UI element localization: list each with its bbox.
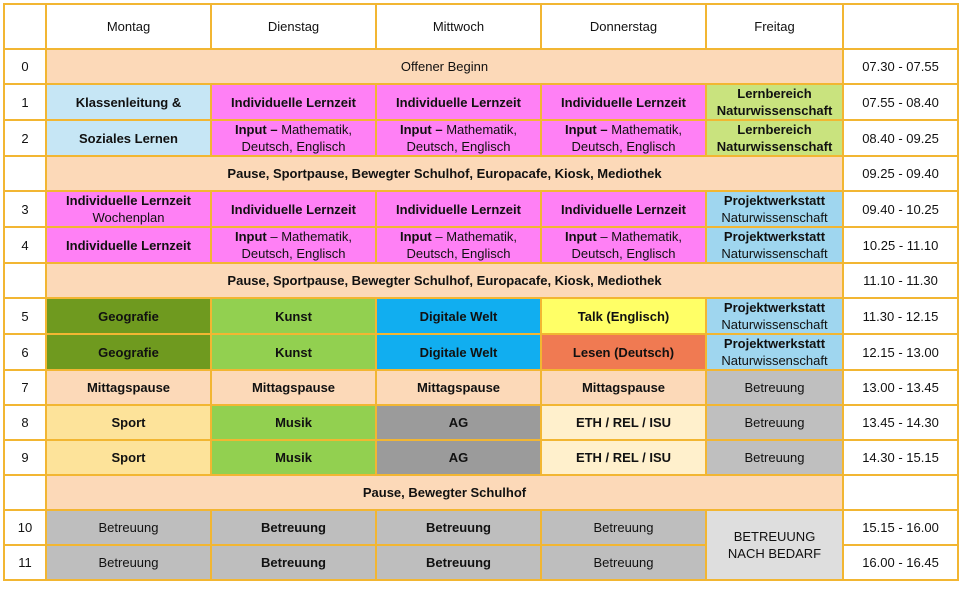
lesson-cell: Sport bbox=[46, 405, 211, 440]
pause-cell: Pause, Bewegter Schulhof bbox=[46, 475, 843, 510]
lesson-cell: Geografie bbox=[46, 334, 211, 370]
lesson-cell bbox=[706, 120, 843, 156]
lesson-cell: Kunst bbox=[211, 334, 376, 370]
time-cell: 11.30 - 12.15 bbox=[843, 298, 958, 334]
pause-row bbox=[4, 263, 958, 298]
lesson-line: NACH BEDARF bbox=[727, 546, 822, 561]
header-day-freitag: Freitag bbox=[706, 4, 843, 49]
time-cell: 16.00 - 16.45 bbox=[843, 545, 958, 580]
lesson-bold: Input bbox=[564, 229, 597, 244]
lesson-line: Deutsch, Englisch bbox=[406, 139, 511, 154]
lesson-cell: Betreuung bbox=[46, 510, 211, 545]
lesson-cell: Betreuung bbox=[706, 370, 843, 405]
lesson-line: Naturwissenschaft bbox=[721, 353, 828, 368]
lesson-bold: Input – bbox=[399, 122, 443, 137]
table-row bbox=[4, 405, 958, 440]
table-row bbox=[4, 370, 958, 405]
header-row bbox=[4, 4, 958, 49]
lesson-line: Naturwissenschaft bbox=[721, 317, 828, 332]
lesson-line: – Mathematik, bbox=[266, 229, 353, 244]
header-day-donnerstag: Donnerstag bbox=[541, 4, 706, 49]
lesson-line: Mathematik, bbox=[607, 122, 683, 137]
time-cell: 12.15 - 13.00 bbox=[843, 334, 958, 370]
header-day-mittwoch: Mittwoch bbox=[376, 4, 541, 49]
lesson-cell: Betreuung bbox=[376, 545, 541, 580]
time-cell: 09.25 - 09.40 bbox=[843, 156, 958, 191]
lesson-line: – Mathematik, bbox=[431, 229, 518, 244]
header-day-dienstag: Dienstag bbox=[211, 4, 376, 49]
lesson-cell: Digitale Welt bbox=[376, 334, 541, 370]
time-cell: 13.00 - 13.45 bbox=[843, 370, 958, 405]
lesson-cell: Kunst bbox=[211, 298, 376, 334]
period-number: 1 bbox=[4, 84, 46, 120]
lesson-cell: Geografie bbox=[46, 298, 211, 334]
header-day-montag: Montag bbox=[46, 4, 211, 49]
period-number: 5 bbox=[4, 298, 46, 334]
lesson-bold: Individuelle Lernzeit bbox=[66, 193, 191, 208]
lesson-cell: AG bbox=[376, 405, 541, 440]
lesson-cell: Betreuung bbox=[211, 545, 376, 580]
lesson-cell: Betreuung bbox=[541, 510, 706, 545]
time-cell: 15.15 - 16.00 bbox=[843, 510, 958, 545]
lesson-bold: Projektwerkstatt bbox=[723, 229, 826, 244]
lesson-cell: Musik bbox=[211, 440, 376, 475]
lesson-cell bbox=[706, 84, 843, 120]
lesson-cell: ETH / REL / ISU bbox=[541, 405, 706, 440]
lesson-line: Deutsch, Englisch bbox=[406, 246, 511, 261]
lesson-line: Mathematik, bbox=[277, 122, 353, 137]
table-row bbox=[4, 510, 958, 545]
period-number: 3 bbox=[4, 191, 46, 227]
lesson-line: Deutsch, Englisch bbox=[241, 139, 346, 154]
header-number bbox=[4, 4, 46, 49]
lesson-cell: ETH / REL / ISU bbox=[541, 440, 706, 475]
period-number: 0 bbox=[4, 49, 46, 84]
lesson-cell: Sport bbox=[46, 440, 211, 475]
lesson-cell: Individuelle Lernzeit bbox=[376, 191, 541, 227]
lesson-cell: Mittagspause bbox=[211, 370, 376, 405]
pause-row bbox=[4, 156, 958, 191]
lesson-cell: Betreuung bbox=[541, 545, 706, 580]
lesson-cell bbox=[376, 120, 541, 156]
lesson-cell: Musik bbox=[211, 405, 376, 440]
lesson-cell bbox=[541, 227, 706, 263]
lesson-line: Mathematik, bbox=[442, 122, 518, 137]
lesson-cell: Individuelle Lernzeit bbox=[541, 84, 706, 120]
period-number bbox=[4, 156, 46, 191]
time-cell: 10.25 - 11.10 bbox=[843, 227, 958, 263]
table-row bbox=[4, 84, 958, 120]
table-row bbox=[4, 120, 958, 156]
table-row bbox=[4, 298, 958, 334]
lesson-cell: Mittagspause bbox=[46, 370, 211, 405]
lesson-line: Naturwissenschaft bbox=[721, 210, 828, 225]
lesson-bold: Input bbox=[399, 229, 432, 244]
lesson-cell: Klassenleitung & bbox=[46, 84, 211, 120]
lesson-cell bbox=[376, 227, 541, 263]
pause-cell: Pause, Sportpause, Bewegter Schulhof, Europacafe, Kiosk, Mediothek bbox=[46, 156, 843, 191]
lesson-line: Deutsch, Englisch bbox=[571, 246, 676, 261]
header-time bbox=[843, 4, 958, 49]
timetable bbox=[3, 3, 959, 581]
lesson-cell: Betreuung bbox=[211, 510, 376, 545]
lesson-bold: Input – bbox=[564, 122, 608, 137]
lesson-line: Wochenplan bbox=[92, 210, 165, 225]
time-cell bbox=[843, 475, 958, 510]
lesson-cell: Digitale Welt bbox=[376, 298, 541, 334]
pause-cell: Pause, Sportpause, Bewegter Schulhof, Europacafe, Kiosk, Mediothek bbox=[46, 263, 843, 298]
lesson-bold: Projektwerkstatt bbox=[723, 300, 826, 315]
period-number: 4 bbox=[4, 227, 46, 263]
lesson-line: BETREUUNG bbox=[733, 529, 816, 544]
period-number: 6 bbox=[4, 334, 46, 370]
lesson-line: Lernbereich bbox=[737, 86, 812, 101]
period-number: 2 bbox=[4, 120, 46, 156]
lesson-cell bbox=[541, 120, 706, 156]
lesson-cell: Lesen (Deutsch) bbox=[541, 334, 706, 370]
lesson-line: Deutsch, Englisch bbox=[571, 139, 676, 154]
lesson-cell: Individuelle Lernzeit bbox=[211, 191, 376, 227]
time-cell: 07.30 - 07.55 bbox=[843, 49, 958, 84]
pause-row bbox=[4, 475, 958, 510]
period-number: 8 bbox=[4, 405, 46, 440]
lesson-cell: Betreuung bbox=[376, 510, 541, 545]
period-number: 7 bbox=[4, 370, 46, 405]
lesson-cell: Talk (Englisch) bbox=[541, 298, 706, 334]
period-number: 9 bbox=[4, 440, 46, 475]
time-cell: 09.40 - 10.25 bbox=[843, 191, 958, 227]
time-cell: 11.10 - 11.30 bbox=[843, 263, 958, 298]
lesson-cell: Individuelle Lernzeit bbox=[541, 191, 706, 227]
lesson-cell bbox=[211, 227, 376, 263]
lesson-line: Naturwissenschaft bbox=[716, 139, 833, 154]
time-cell: 07.55 - 08.40 bbox=[843, 84, 958, 120]
lesson-line: – Mathematik, bbox=[596, 229, 683, 244]
time-cell: 14.30 - 15.15 bbox=[843, 440, 958, 475]
lesson-cell: Individuelle Lernzeit bbox=[211, 84, 376, 120]
lesson-cell: Mittagspause bbox=[541, 370, 706, 405]
period-number bbox=[4, 475, 46, 510]
lesson-cell: Betreuung bbox=[706, 405, 843, 440]
lesson-cell bbox=[706, 334, 843, 370]
lesson-bold: Input – bbox=[234, 122, 278, 137]
lesson-cell: Betreuung bbox=[46, 545, 211, 580]
lesson-line: Deutsch, Englisch bbox=[241, 246, 346, 261]
table-row bbox=[4, 334, 958, 370]
table-row bbox=[4, 191, 958, 227]
lesson-cell: Individuelle Lernzeit bbox=[46, 227, 211, 263]
period-number bbox=[4, 263, 46, 298]
lesson-cell: Individuelle Lernzeit bbox=[376, 84, 541, 120]
lesson-bold: Projektwerkstatt bbox=[723, 193, 826, 208]
table-row bbox=[4, 440, 958, 475]
lesson-cell bbox=[706, 227, 843, 263]
lesson-cell: Soziales Lernen bbox=[46, 120, 211, 156]
period-number: 10 bbox=[4, 510, 46, 545]
table-row bbox=[4, 227, 958, 263]
lesson-cell: Betreuung bbox=[706, 440, 843, 475]
lesson-cell: Mittagspause bbox=[376, 370, 541, 405]
lesson-cell bbox=[46, 191, 211, 227]
time-cell: 13.45 - 14.30 bbox=[843, 405, 958, 440]
time-cell: 08.40 - 09.25 bbox=[843, 120, 958, 156]
lesson-line: Naturwissenschaft bbox=[721, 246, 828, 261]
lesson-bold: Projektwerkstatt bbox=[723, 336, 826, 351]
lesson-cell: AG bbox=[376, 440, 541, 475]
table-row bbox=[4, 49, 958, 84]
lesson-cell bbox=[211, 120, 376, 156]
lesson-line: Lernbereich bbox=[737, 122, 812, 137]
lesson-cell bbox=[706, 191, 843, 227]
betreuung-nach-bedarf-cell bbox=[706, 510, 843, 580]
lesson-line: Naturwissenschaft bbox=[716, 103, 833, 118]
offener-beginn-cell: Offener Beginn bbox=[46, 49, 843, 84]
lesson-cell bbox=[706, 298, 843, 334]
lesson-bold: Input bbox=[234, 229, 267, 244]
period-number: 11 bbox=[4, 545, 46, 580]
